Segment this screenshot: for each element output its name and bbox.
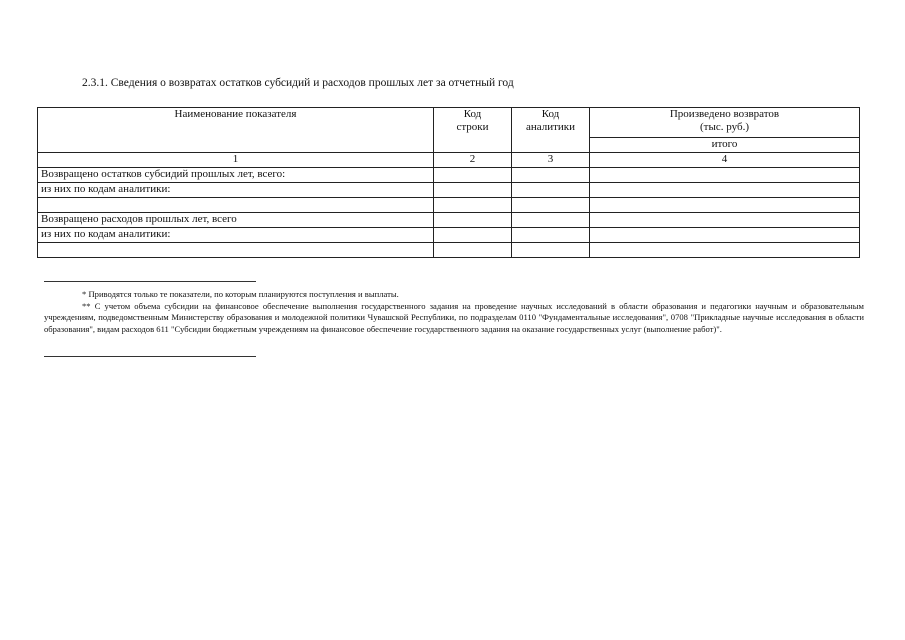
row-code <box>434 228 512 243</box>
row-code <box>434 243 512 258</box>
row-total <box>590 243 860 258</box>
row-name: из них по кодам аналитики: <box>38 183 434 198</box>
header-name: Наименование показателя <box>174 108 297 120</box>
footnote-separator-top <box>44 281 256 282</box>
column-number-4: 4 <box>590 153 860 168</box>
column-number-3: 3 <box>512 153 590 168</box>
table-row <box>38 198 860 213</box>
section-heading: 2.3.1. Сведения о возвратах остатков субсидий и расходов прошлых лет за отчетный год <box>82 77 514 89</box>
row-code <box>434 183 512 198</box>
column-number-2: 2 <box>434 153 512 168</box>
row-total <box>590 168 860 183</box>
row-analytics <box>512 183 590 198</box>
header-total: итого <box>590 138 860 153</box>
returns-table <box>37 107 860 258</box>
row-name <box>38 198 434 213</box>
footnotes <box>44 289 864 335</box>
table-row <box>38 228 860 243</box>
column-number-row <box>38 153 860 168</box>
row-total <box>590 228 860 243</box>
header-analytics-line2: аналитики <box>525 121 576 133</box>
row-analytics <box>512 198 590 213</box>
footnote-1: * Приводятся только те показатели, по которым планируются поступления и выплаты. <box>82 289 399 299</box>
header-returns-cell <box>590 108 860 138</box>
row-name: из них по кодам аналитики: <box>38 228 434 243</box>
row-analytics <box>512 228 590 243</box>
header-analytics-cell <box>512 108 590 153</box>
header-analytics-line1: Код <box>541 108 560 120</box>
row-total <box>590 198 860 213</box>
header-returns-line2: (тыс. руб.) <box>700 121 749 133</box>
header-name-cell <box>38 108 434 153</box>
header-code-line1: Код <box>463 108 482 120</box>
header-code-cell <box>434 108 512 153</box>
row-code <box>434 168 512 183</box>
row-analytics <box>512 168 590 183</box>
row-analytics <box>512 243 590 258</box>
row-total <box>590 213 860 228</box>
column-number-1: 1 <box>38 153 434 168</box>
table-row <box>38 213 860 228</box>
row-analytics <box>512 213 590 228</box>
table-row <box>38 168 860 183</box>
row-name: Возвращено остатков субсидий прошлых лет, всего: <box>38 168 434 183</box>
header-returns-line1: Произведено возвратов <box>669 108 780 120</box>
row-total <box>590 183 860 198</box>
row-code <box>434 198 512 213</box>
table-row <box>38 183 860 198</box>
table-header-row <box>38 108 860 138</box>
footnote-2: ** С учетом объема субсидии на финансовое обеспечение выполнения государственного задания на проведение научных исследований в области образования и педагогики научным и образовательным учреждениям, подведомственным Министерству образования и молодежной политики Чувашской Республики, по подразделам 0110 "Фундаментальные исследования", 0708 "Прикладные научные исследования в области образования", видам расходов 611 "Субсидии бюджетным учреждениям на финансовое обеспечение государственного задания на оказание государственных услуг (выполнение работ)". <box>44 300 864 334</box>
table-row <box>38 243 860 258</box>
row-name <box>38 243 434 258</box>
header-code-line2: строки <box>456 121 489 133</box>
footnote-separator-bottom <box>44 356 256 357</box>
row-name: Возвращено расходов прошлых лет, всего <box>38 213 434 228</box>
row-code <box>434 213 512 228</box>
